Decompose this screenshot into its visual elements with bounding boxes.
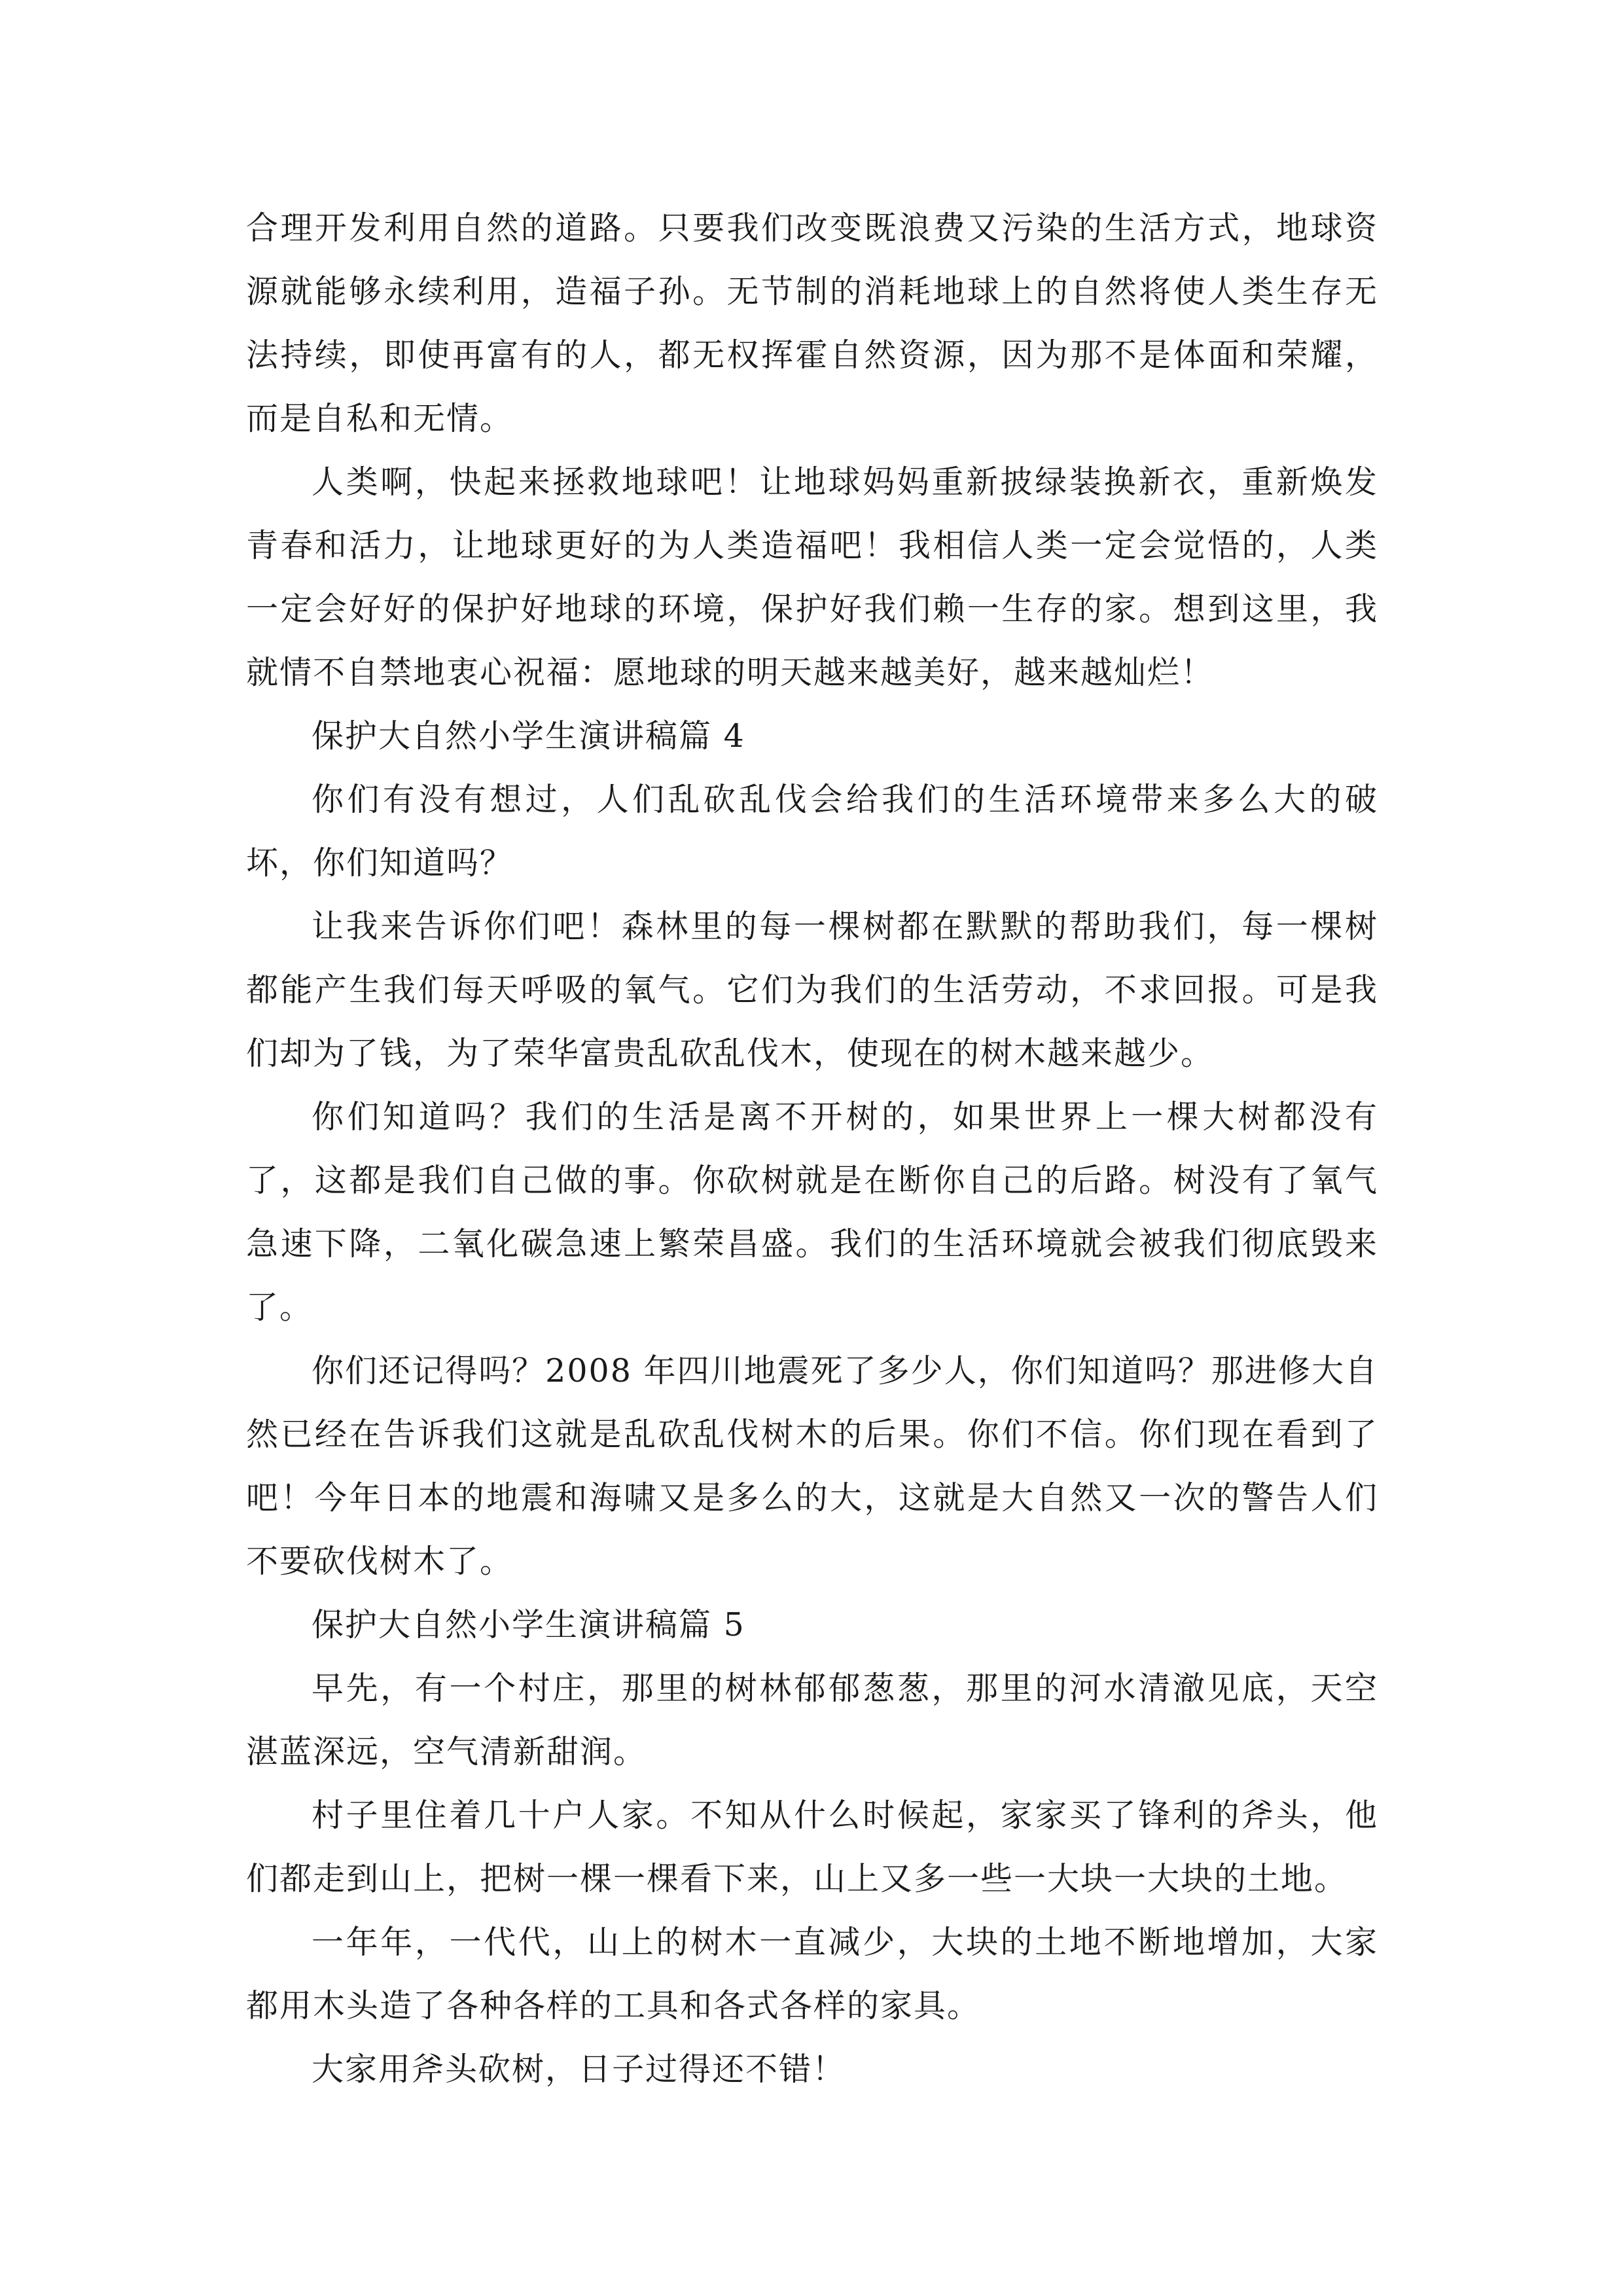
paragraph: 你们知道吗？我们的生活是离不开树的，如果世界上一棵大树都没有了，这都是我们自己做的事。你砍树就是在断你自己的后路。树没有了氧气急速下降，二氧化碳急速上繁荣昌盛。我们的生活环境就会被我们彻底毁来了。	[246, 1098, 1378, 1326]
paragraph: 你们还记得吗？2008 年四川地震死了多少人，你们知道吗？那进修大自然已经在告诉我们这就是乱砍乱伐树木的后果。你们不信。你们现在看到了吧！今年日本的地震和海啸又是多么的大，这就是大自然又一次的警告人们不要砍伐树木了。	[246, 1352, 1378, 1580]
paragraph: 村子里住着几十户人家。不知从什么时候起，家家买了锋利的斧头，他们都走到山上，把树一棵一棵看下来，山上又多一些一大块一大块的土地。	[246, 1797, 1378, 1897]
document-body	[246, 196, 1378, 2101]
paragraph: 一年年，一代代，山上的树木一直减少，大块的土地不断地增加，大家都用木头造了各种各样的工具和各式各样的家具。	[246, 1924, 1378, 2024]
paragraph: 合理开发利用自然的道路。只要我们改变既浪费又污染的生活方式，地球资源就能够永续利用，造福子孙。无节制的消耗地球上的自然将使人类生存无法持续，即使再富有的人，都无权挥霍自然资源，因为那不是体面和荣耀，而是自私和无情。	[246, 209, 1378, 437]
paragraph: 人类啊，快起来拯救地球吧！让地球妈妈重新披绿装换新衣，重新焕发青春和活力，让地球更好的为人类造福吧！我相信人类一定会觉悟的，人类一定会好好的保护好地球的环境，保护好我们赖一生存的家。想到这里，我就情不自禁地衷心祝福：愿地球的明天越来越美好，越来越灿烂！	[246, 463, 1378, 691]
paragraph: 让我来告诉你们吧！森林里的每一棵树都在默默的帮助我们，每一棵树都能产生我们每天呼吸的氧气。它们为我们的生活劳动，不求回报。可是我们却为了钱，为了荣华富贵乱砍乱伐木，使现在的树木越来越少。	[246, 908, 1378, 1072]
paragraph: 早先，有一个村庄，那里的树林郁郁葱葱，那里的河水清澈见底，天空湛蓝深远，空气清新甜润。	[246, 1670, 1378, 1770]
paragraph: 大家用斧头砍树，日子过得还不错！	[312, 2051, 846, 2088]
paragraph: 你们有没有想过，人们乱砍乱伐会给我们的生活环境带来多么大的破坏，你们知道吗？	[246, 781, 1378, 882]
section-heading: 保护大自然小学生演讲稿篇 5	[312, 1606, 745, 1643]
section-heading: 保护大自然小学生演讲稿篇 4	[312, 717, 745, 755]
